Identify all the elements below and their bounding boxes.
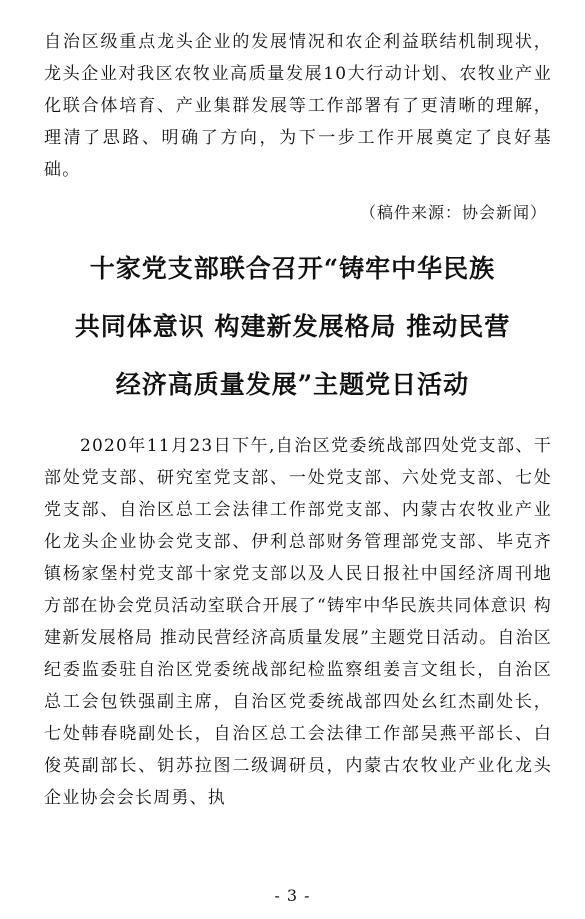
headline-line-1: 十家党支部联合召开“铸牢中华民族 <box>89 254 496 283</box>
article-paragraph: 自治区级重点龙头企业的发展情况和农企利益联结机制现状，龙头企业对我区农牧业高质量发展10大行动计划、农牧业产业化联合体培育、产业集群发展等工作部署有了更清晰的理解，理清了思路、明确了方向，为下一步工作开展奠定了良好基础。 <box>44 32 552 180</box>
article-headline <box>20 240 565 414</box>
headline-line-3: 经济高质量发展”主题党日活动 <box>115 370 470 399</box>
article-source: （稿件来源：协会新闻） <box>359 203 547 222</box>
headline-line-2: 共同体意识 构建新发展格局 推动民营 <box>74 312 511 341</box>
page-number: - 3 - <box>274 886 311 905</box>
body-paragraph: 2020年11月23日下午,自治区党委统战部四处党支部、干部处党支部、研究室党支部、一处党支部、六处党支部、七处党支部、自治区总工会法律工作部党支部、内蒙古农牧业产业化龙头企业协会党支部、伊利总部财务管理部党支部、毕克齐镇杨家堡村党支部十家党支部以及人民日报社中国经济周刊地方部在协会党员活动室联合开展了“铸牢中华民族共同体意识 构建新发展格局 推动民营经济高质量发展”主题党日活动。自治区纪委监委驻自治区党委统战部纪检监察组姜言文组长，自治区总工会包铁强副主席，自治区党委统战部四处幺红杰副处长，七处韩春晓副处长，自治区总工会法律工作部吴燕平部长、白俊英副部长、钥苏拉图二级调研员，内蒙古农牧业产业化龙头企业协会会长周勇、执 <box>44 436 552 808</box>
